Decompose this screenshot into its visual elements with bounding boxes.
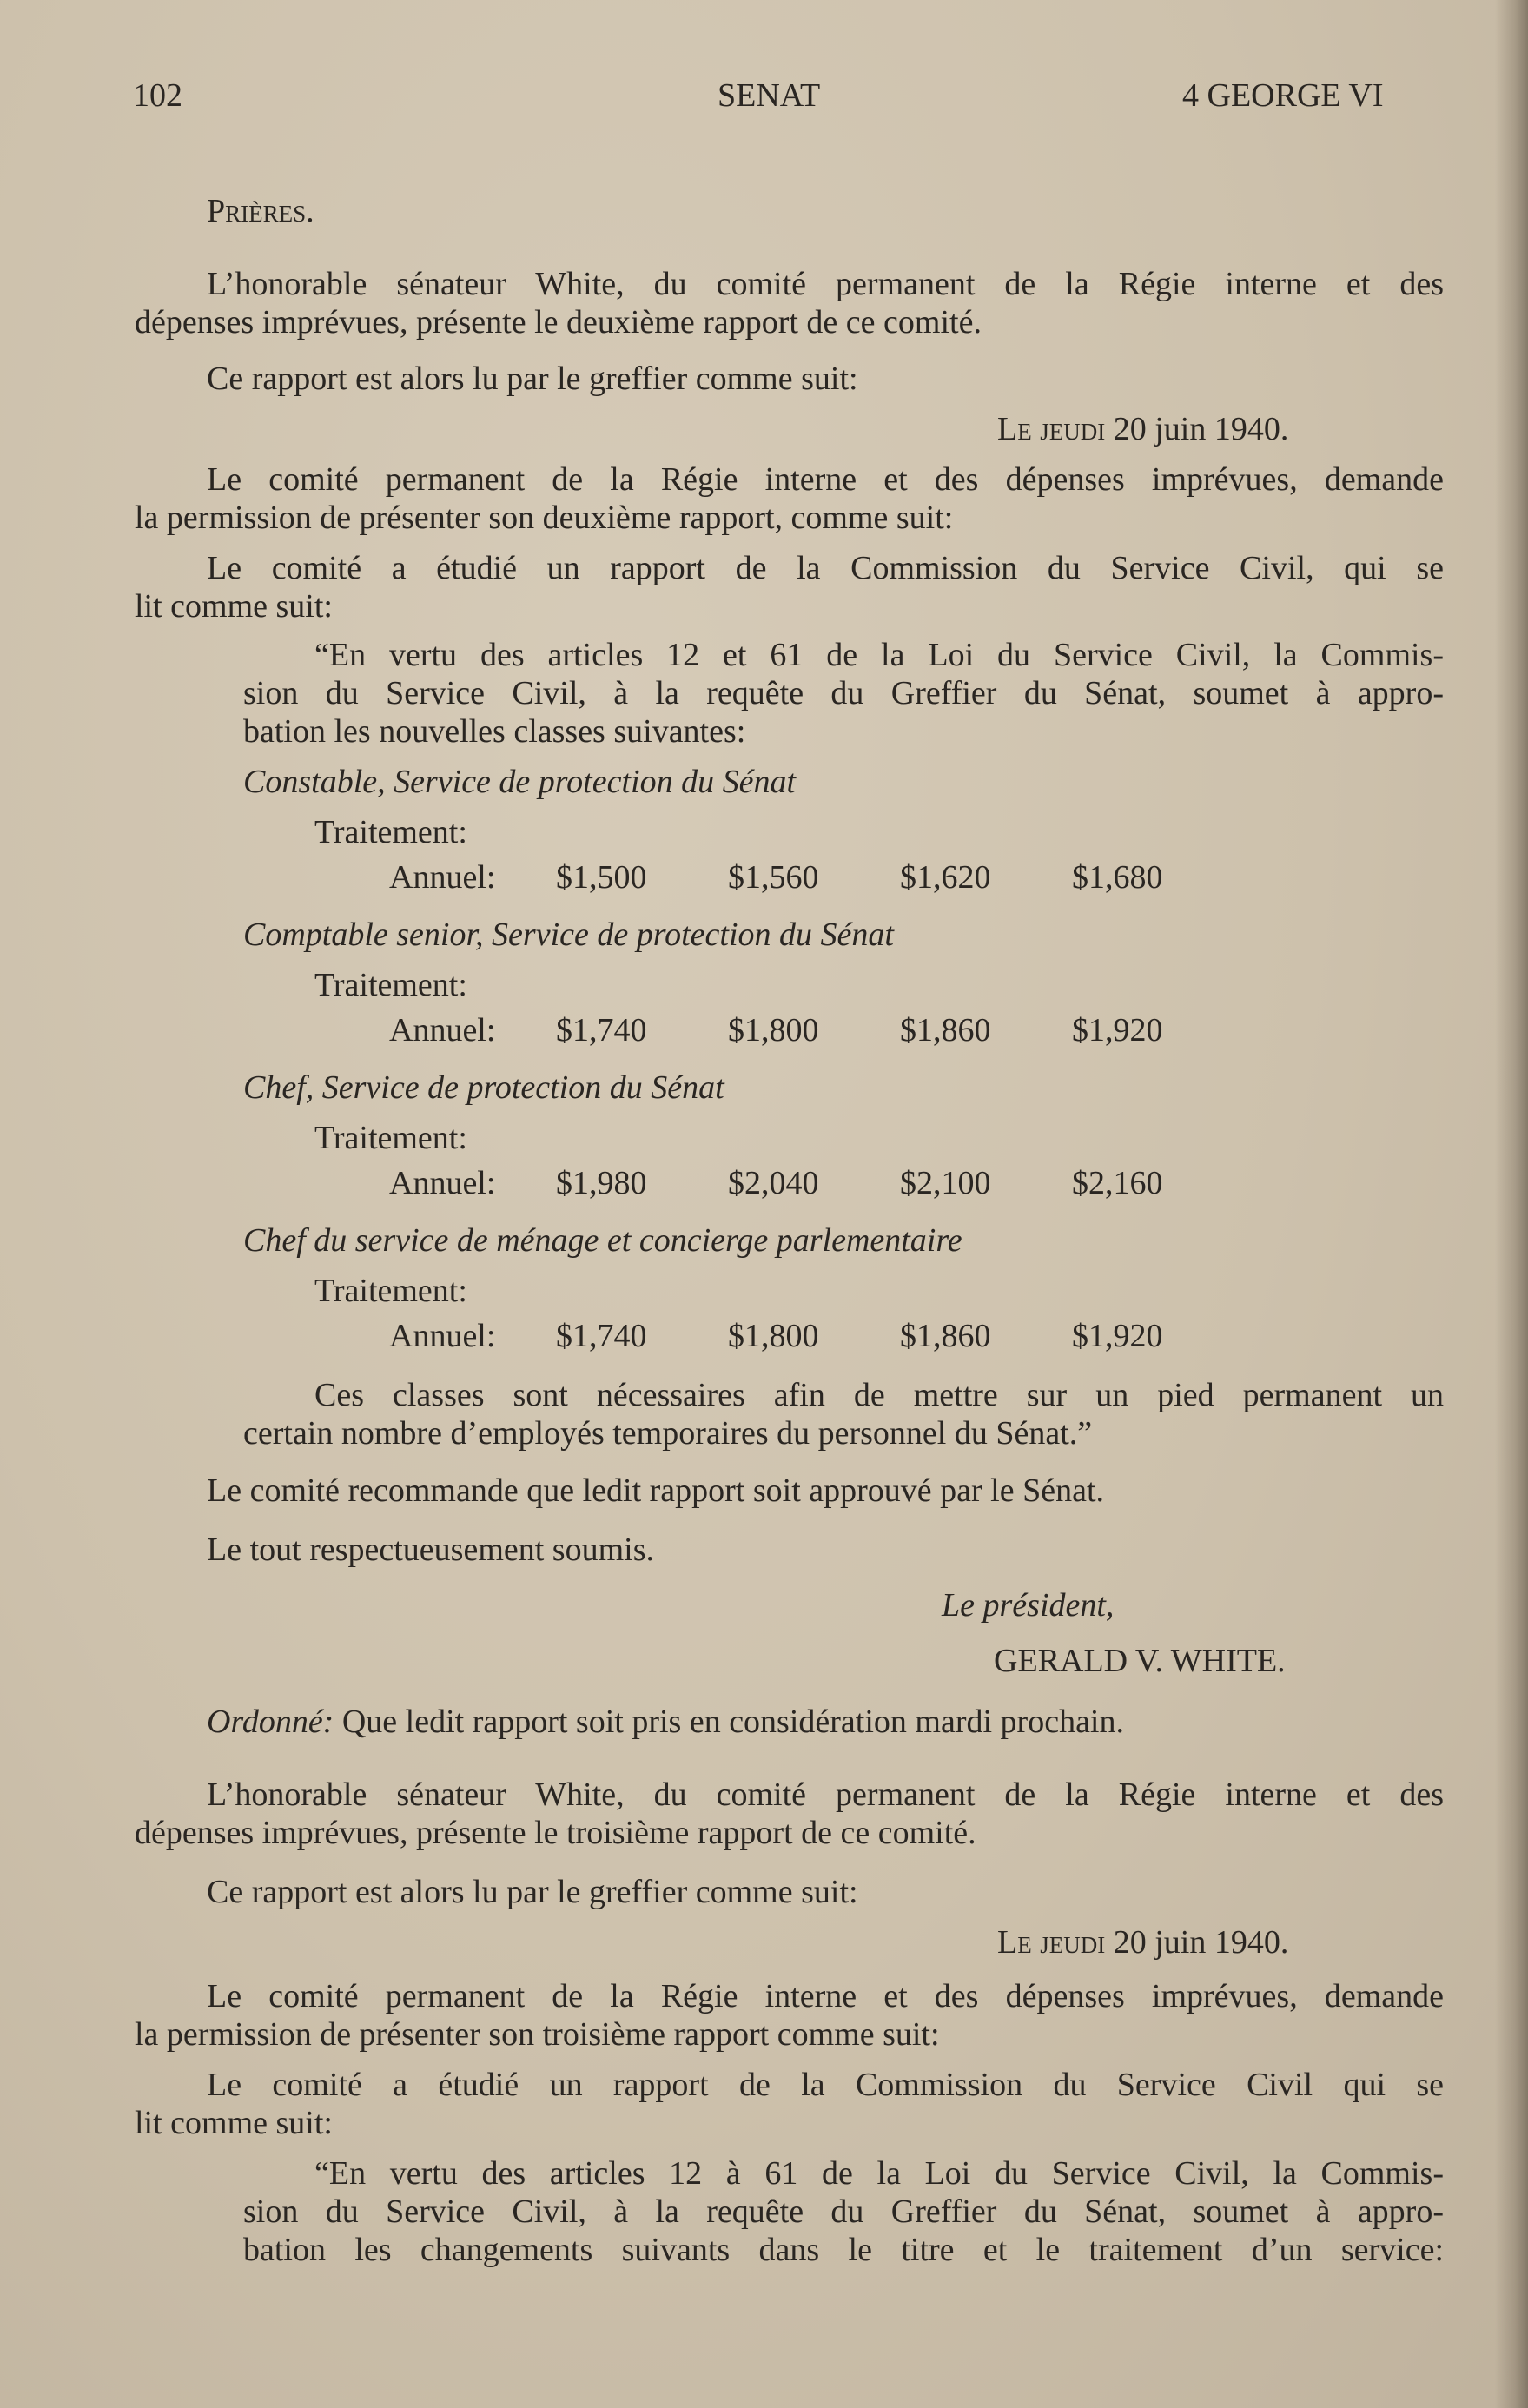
salary-step: $1,860 (900, 1318, 991, 1354)
report2-request-line-1: Le comité permanent de la Régie interne et des dépenses imprévues, demande (207, 461, 1444, 498)
report3-intro-line-2: dépenses imprévues, présente le troisième rapport de ce comité. (135, 1815, 976, 1851)
president-label: Le président, (942, 1587, 1115, 1624)
salary-step: $1,920 (1072, 1012, 1163, 1049)
necessary-line-2: certain nombre d’employés temporaires du personnel du Sénat.” (243, 1415, 1093, 1452)
salary-step: $1,500 (556, 859, 647, 896)
order-label: Ordonné: (207, 1703, 334, 1740)
report2-date (997, 410, 1288, 448)
order-line (207, 1703, 1124, 1741)
salary-step: $1,740 (556, 1012, 647, 1049)
date-value: 20 juin 1940. (1113, 1924, 1289, 1961)
traitement-label: Traitement: (314, 1120, 467, 1156)
salary-step: $1,680 (1072, 859, 1163, 896)
president-name: GERALD V. WHITE. (994, 1643, 1286, 1679)
traitement-label: Traitement: (314, 1273, 467, 1309)
date-prefix: Le jeudi (997, 411, 1106, 447)
salary-step: $2,040 (728, 1165, 819, 1201)
salary-step: $1,740 (556, 1318, 647, 1354)
report3-quote-line-3: bation les changements suivants dans le titre et le traitement d’un service: (243, 2232, 1444, 2268)
report2-studied-line-2: lit comme suit: (135, 588, 333, 625)
salary-step: $1,800 (728, 1318, 819, 1354)
report2-read: Ce rapport est alors lu par le greffier comme suit: (207, 361, 858, 397)
report3-quote-line-1: “En vertu des articles 12 à 61 de la Loi du Service Civil, la Commis- (314, 2155, 1444, 2192)
submitted: Le tout respectueusement soumis. (207, 1531, 654, 1568)
class-title: Chef du service de ménage et concierge parlementaire (243, 1222, 962, 1259)
necessary-line-1: Ces classes sont nécessaires afin de mettre sur un pied permanent un (314, 1377, 1444, 1413)
salary-step: $2,100 (900, 1165, 991, 1201)
class-title: Comptable senior, Service de protection du Sénat (243, 916, 894, 953)
report2-quote-line-3: bation les nouvelles classes suivantes: (243, 713, 746, 750)
class-title: Chef, Service de protection du Sénat (243, 1069, 724, 1106)
report3-request-line-2: la permission de présenter son troisième rapport comme suit: (135, 2016, 940, 2053)
report3-studied-line-2: lit comme suit: (135, 2105, 333, 2141)
salary-step: $1,920 (1072, 1318, 1163, 1354)
traitement-label: Traitement: (314, 967, 467, 1003)
report3-intro-line-1: L’honorable sénateur White, du comité permanent de la Régie interne et des (207, 1776, 1444, 1813)
class-title: Constable, Service de protection du Sénat (243, 764, 796, 800)
date-prefix: Le jeudi (997, 1924, 1106, 1961)
order-text: Que ledit rapport soit pris en considération mardi prochain. (341, 1703, 1124, 1740)
reign-header: 4 GEORGE VI (1182, 77, 1384, 114)
salary-step: $2,160 (1072, 1165, 1163, 1201)
report3-studied-line-1: Le comité a étudié un rapport de la Commission du Service Civil qui se (207, 2067, 1444, 2103)
report2-request-line-2: la permission de présenter son deuxième rapport, comme suit: (135, 499, 954, 536)
annuel-label: Annuel: (389, 1012, 496, 1049)
prayers-heading: Prières. (207, 193, 314, 229)
report2-quote-line-2: sion du Service Civil, à la requête du Greffier du Sénat, soumet à appro- (243, 675, 1444, 711)
annuel-label: Annuel: (389, 1165, 496, 1201)
report3-read: Ce rapport est alors lu par le greffier comme suit: (207, 1874, 858, 1910)
report3-date (997, 1923, 1288, 1961)
running-title: SENAT (718, 77, 821, 114)
date-value: 20 juin 1940. (1113, 411, 1289, 447)
salary-step: $1,560 (728, 859, 819, 896)
page-edge-shadow (1495, 0, 1528, 2408)
report2-intro-line-2: dépenses imprévues, présente le deuxième rapport de ce comité. (135, 304, 982, 341)
annuel-label: Annuel: (389, 859, 496, 896)
report3-request-line-1: Le comité permanent de la Régie interne et des dépenses imprévues, demande (207, 1978, 1444, 2014)
report2-intro-line-1: L’honorable sénateur White, du comité permanent de la Régie interne et des (207, 266, 1444, 302)
report3-quote-line-2: sion du Service Civil, à la requête du Greffier du Sénat, soumet à appro- (243, 2193, 1444, 2230)
report2-studied-line-1: Le comité a étudié un rapport de la Commission du Service Civil, qui se (207, 550, 1444, 586)
annuel-label: Annuel: (389, 1318, 496, 1354)
salary-step: $1,620 (900, 859, 991, 896)
page-number: 102 (133, 77, 182, 114)
recommendation: Le comité recommande que ledit rapport soit approuvé par le Sénat. (207, 1472, 1105, 1509)
report2-quote-line-1: “En vertu des articles 12 et 61 de la Loi du Service Civil, la Commis- (314, 637, 1444, 673)
traitement-label: Traitement: (314, 814, 467, 850)
salary-step: $1,800 (728, 1012, 819, 1049)
salary-step: $1,980 (556, 1165, 647, 1201)
salary-step: $1,860 (900, 1012, 991, 1049)
